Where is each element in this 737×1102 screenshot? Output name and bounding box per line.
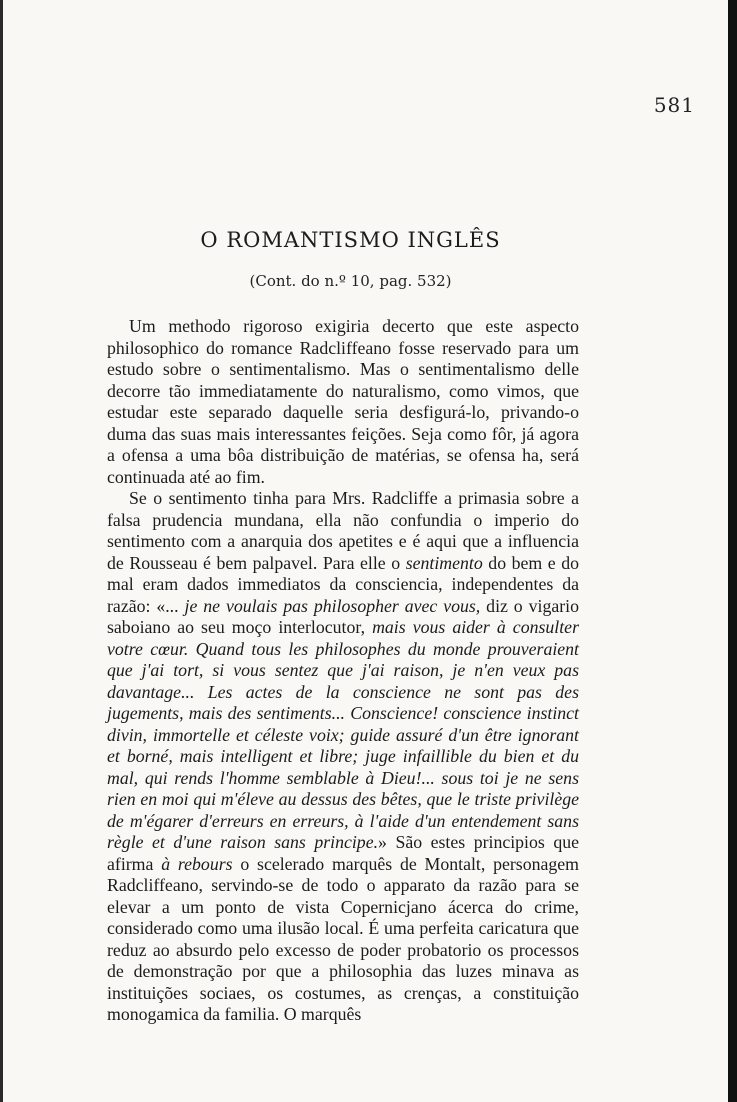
italic-quote-start: je ne voulais pas philosopher avec vous, bbox=[184, 595, 481, 616]
article-subtitle: (Cont. do n.º 10, pag. 532) bbox=[249, 272, 452, 290]
text-run: » São estes principios que afirma bbox=[107, 832, 579, 874]
italic-run: sentimento bbox=[405, 552, 483, 573]
italic-quote: mais vous aider à consulter votre cœur. Quand tous les philosophes du monde prouveraient que j'ai tort, si vous sentez que j'ai raison, je n'en veux pas davantage... Les actes de la conscience ne sont pas des jugements, mais des sentiments... Conscience! conscience instinct divin, immortelle et céleste voix; guide assuré d'un être ignorant et borné, mais intelligent et libre; juge infaillible du bien et du mal, qui rends l'homme semblable à Dieu!... sous toi je ne sens rien en moi qui m'éleve au dessus des bêtes, que le triste privilège de m'égarer d'erreurs en erreurs, à l'aide d'un entendement sans règle et d'une raison sans principe. bbox=[107, 617, 579, 852]
paragraph-2 bbox=[107, 488, 579, 1026]
text-run: diz o vigario saboiano ao seu moço interlocutor, bbox=[107, 595, 579, 637]
text-run: o scelerado marquês de Montalt, personagem Radcliffeano, servindo-se de todo o apparato da razão para se elevar a um ponto de vista Copernicjano ácerca do crime, considerado como uma ilusão local. É uma perfeita caricatura que reduz ao absurdo pelo excesso de poder probatorio os processos de demonstração por que a philosophia das luzes minava as instituições sociaes, os costumes, as crenças, a constituição monogamica da familia. O marquês bbox=[107, 853, 579, 1024]
italic-run: à rebours bbox=[161, 853, 233, 874]
page-number: 581 bbox=[653, 93, 695, 117]
text-run: Se o sentimento tinha para Mrs. Radcliffe a primasia sobre a falsa prudencia mundana, ella não confundia o imperio do sentimento com a anarquia dos apetites e é aqui que a influencia de Rousseau é bem palpavel. Para elle o bbox=[107, 488, 579, 573]
article-title: O ROMANTISMO INGLÊS bbox=[200, 228, 501, 252]
text-run: do bem e do mal eram dados immediatos da consciencia, independentes da razão: «... bbox=[107, 552, 580, 616]
paragraph-1: Um methodo rigoroso exigiria decerto que este aspecto philosophico do romance Radcliffeano fosse reservado para um estudo sobre o sentimentalismo. Mas o sentimentalismo delle decorre tão immediatamente do naturalismo, como vimos, que estudar este separado daquelle seria desfigurá-lo, privando-o duma das suas mais interessantes feições. Seja como fôr, já agora a ofensa a uma bôa distribuição de matérias, se ofensa ha, será continuada até ao fim. bbox=[107, 316, 579, 487]
article-body bbox=[107, 316, 579, 1026]
